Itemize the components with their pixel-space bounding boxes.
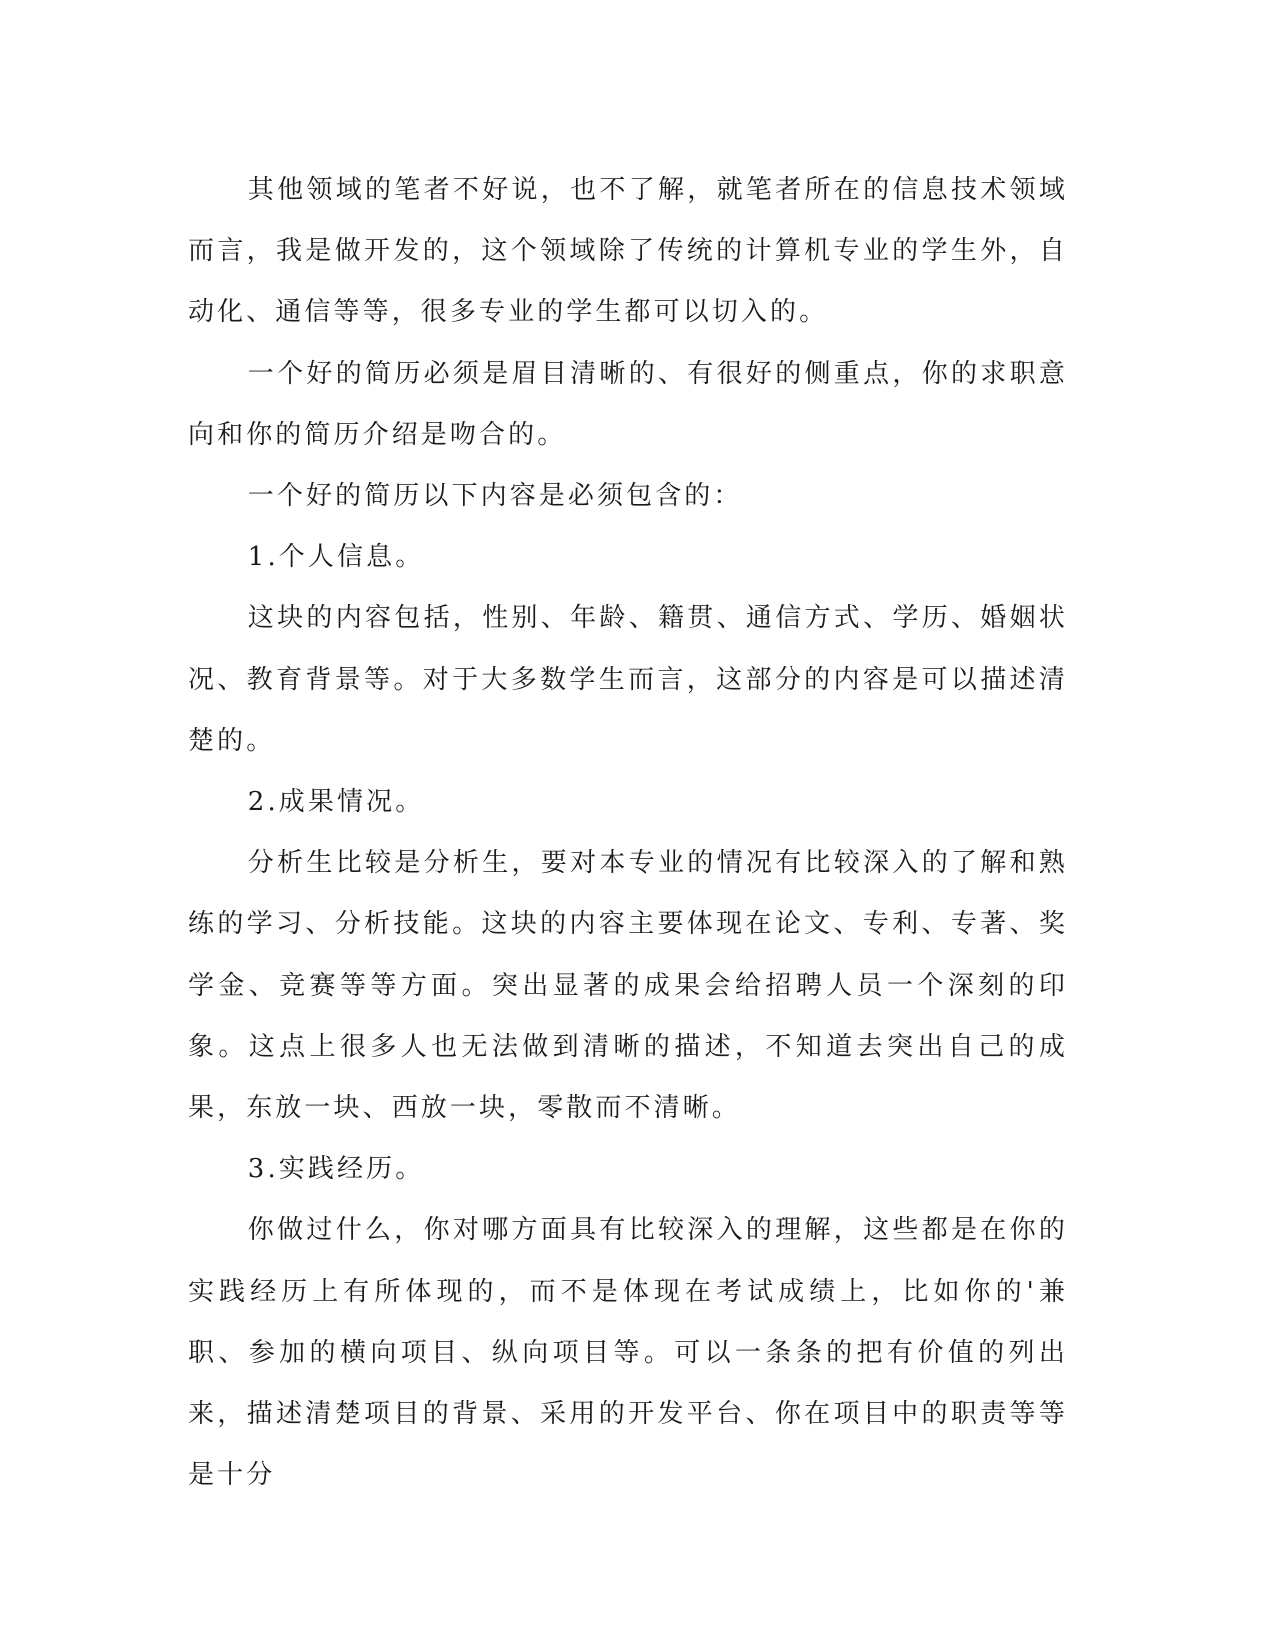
heading-personal-info: 1.个人信息。 (247, 542, 425, 573)
heading-achievements: 2.成果情况。 (247, 787, 425, 818)
paragraph-good-resume: 一个好的简历必须是眉目清晰的、有很好的侧重点，你的求职意向和你的简历介绍是吻合的。 (188, 358, 1068, 450)
paragraph-intro-it-field: 其他领域的笔者不好说，也不了解，就笔者所在的信息技术领域而言，我是做开发的，这个领域除了传统的计算机专业的学生外，自动化、通信等等，很多专业的学生都可以切入的。 (188, 175, 1068, 328)
paragraph-practice-experience: 你做过什么，你对哪方面具有比较深入的理解，这些都是在你的实践经历上有所体现的，而不是体现在考试成绩上，比如你的'兼职、参加的横向项目、纵向项目等。可以一条条的把有价值的列出来，描述清楚项目的背景、采用的开发平台、你在项目中的职责等等是十分 (188, 1215, 1068, 1491)
paragraph-personal-info: 这块的内容包括，性别、年龄、籍贯、通信方式、学历、婚姻状况、教育背景等。对于大多数学生而言，这部分的内容是可以描述清楚的。 (188, 603, 1068, 756)
paragraph-required-contents: 一个好的简历以下内容是必须包含的： (247, 481, 743, 512)
heading-practice-experience: 3.实践经历。 (247, 1154, 425, 1185)
document-body (188, 160, 1068, 1506)
paragraph-achievements: 分析生比较是分析生，要对本专业的情况有比较深入的了解和熟练的学习、分析技能。这块的内容主要体现在论文、专利、专著、奖学金、竞赛等等方面。突出显著的成果会给招聘人员一个深刻的印象。这点上很多人也无法做到清晰的描述，不知道去突出自己的成果，东放一块、西放一块，零散而不清晰。 (188, 848, 1068, 1124)
